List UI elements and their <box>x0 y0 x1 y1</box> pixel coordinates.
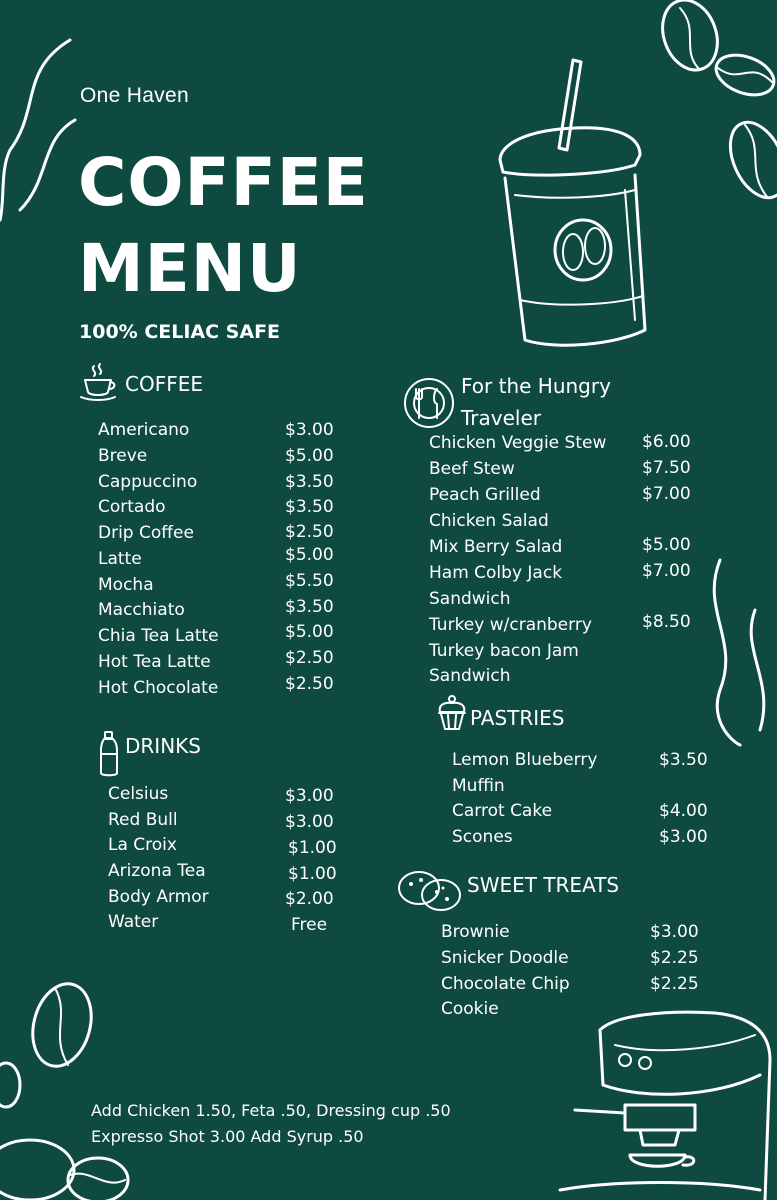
menu-item-price: $3.00 <box>285 812 334 832</box>
menu-item-price: $3.00 <box>650 922 699 942</box>
menu-item-price: $5.00 <box>285 446 334 466</box>
menu-item-price: $6.00 <box>642 432 691 452</box>
page-title-line-1: COFFEE <box>78 144 369 221</box>
menu-item-name: Chicken Salad <box>429 511 549 531</box>
menu-item-name: Cortado <box>98 497 166 517</box>
menu-item-price: $4.00 <box>659 801 708 821</box>
cupcake-icon <box>436 694 468 732</box>
menu-item-name: Drip Coffee <box>98 523 194 543</box>
menu-item-name: Arizona Tea <box>108 861 206 881</box>
drinks-section-title: DRINKS <box>125 734 201 758</box>
menu-item-name: Body Armor <box>108 887 209 907</box>
menu-item-price: $3.00 <box>285 420 334 440</box>
menu-item-name: Sandwich <box>429 589 511 609</box>
hungry-section-title-line-1: For the Hungry <box>461 374 611 398</box>
menu-item-name: Red Bull <box>108 810 178 830</box>
menu-item-name: Sandwich <box>429 666 511 686</box>
menu-item-name: Chicken Veggie Stew <box>429 433 607 453</box>
menu-item-name: Turkey bacon Jam <box>429 641 579 661</box>
menu-item-name: La Croix <box>108 835 177 855</box>
page-title-line-2: MENU <box>78 230 302 307</box>
menu-item-name: Chocolate Chip <box>441 974 570 994</box>
coffee-bean-illustration <box>650 0 777 210</box>
menu-item-name: Chia Tea Latte <box>98 626 219 646</box>
menu-item-price: $5.50 <box>285 571 334 591</box>
espresso-machine-illustration <box>555 1005 777 1200</box>
menu-item-name: Peach Grilled <box>429 485 541 505</box>
menu-item-price: $3.00 <box>659 827 708 847</box>
menu-item-name: Hot Tea Latte <box>98 652 211 672</box>
menu-item-name: Turkey w/cranberry <box>429 615 592 635</box>
menu-item-price: $2.50 <box>285 674 334 694</box>
menu-item-price: $7.00 <box>642 561 691 581</box>
menu-item-price: $5.00 <box>642 535 691 555</box>
menu-item-name: Hot Chocolate <box>98 678 219 698</box>
add-ons-note-line-1: Add Chicken 1.50, Feta .50, Dressing cup .50 <box>91 1101 451 1120</box>
pastries-section-title: PASTRIES <box>470 706 565 730</box>
menu-item-name: Muffin <box>452 776 505 796</box>
menu-item-price: $2.25 <box>650 948 699 968</box>
menu-item-price: $3.50 <box>285 497 334 517</box>
sweet-treats-section-title: SWEET TREATS <box>467 873 620 897</box>
menu-item-price: $3.50 <box>285 597 334 617</box>
menu-item-name: Mocha <box>98 575 154 595</box>
menu-item-price: $8.50 <box>642 612 691 632</box>
coffee-cup-icon <box>80 362 116 402</box>
page-subtitle: 100% CELIAC SAFE <box>79 321 281 343</box>
coffee-bean-illustration <box>0 980 140 1200</box>
menu-item-name: Mix Berry Salad <box>429 537 563 557</box>
menu-item-price: $3.00 <box>285 786 334 806</box>
menu-item-price: $5.00 <box>285 622 334 642</box>
menu-item-price: $2.50 <box>285 648 334 668</box>
menu-item-name: Beef Stew <box>429 459 515 479</box>
menu-item-name: Macchiato <box>98 600 185 620</box>
menu-item-price: $2.25 <box>650 974 699 994</box>
menu-item-name: Scones <box>452 827 513 847</box>
menu-item-name: Water <box>108 912 159 932</box>
menu-item-name: Breve <box>98 446 148 466</box>
menu-item-name: Cookie <box>441 999 499 1019</box>
steam-swirl-decoration <box>0 30 90 250</box>
fork-knife-plate-icon <box>403 377 455 429</box>
menu-item-price: Free <box>291 915 328 935</box>
coffee-section-title: COFFEE <box>125 372 203 396</box>
menu-item-price: $7.00 <box>642 484 691 504</box>
menu-item-price: $7.50 <box>642 458 691 478</box>
menu-item-price: $1.00 <box>288 838 337 858</box>
iced-coffee-cup-illustration <box>495 50 665 360</box>
menu-item-price: $1.00 <box>288 864 337 884</box>
menu-item-name: Snicker Doodle <box>441 948 569 968</box>
menu-item-name: Latte <box>98 549 142 569</box>
menu-item-name: Lemon Blueberry <box>452 750 598 770</box>
menu-item-price: $2.50 <box>285 522 334 542</box>
menu-item-price: $5.00 <box>285 545 334 565</box>
menu-item-price: $3.50 <box>285 472 334 492</box>
brand-name: One Haven <box>80 84 189 107</box>
steam-swirl-decoration <box>700 550 777 750</box>
bottle-icon <box>99 730 119 778</box>
hungry-section-title-line-2: Traveler <box>461 406 541 430</box>
menu-item-name: Americano <box>98 420 190 440</box>
menu-item-name: Cappuccino <box>98 472 198 492</box>
add-ons-note-line-2: Expresso Shot 3.00 Add Syrup .50 <box>91 1127 364 1146</box>
menu-item-price: $3.50 <box>659 750 708 770</box>
menu-item-price: $2.00 <box>285 889 334 909</box>
menu-item-name: Celsius <box>108 784 169 804</box>
menu-item-name: Carrot Cake <box>452 801 553 821</box>
menu-item-name: Brownie <box>441 922 510 942</box>
cookies-icon <box>397 868 463 914</box>
menu-item-name: Ham Colby Jack <box>429 563 563 583</box>
